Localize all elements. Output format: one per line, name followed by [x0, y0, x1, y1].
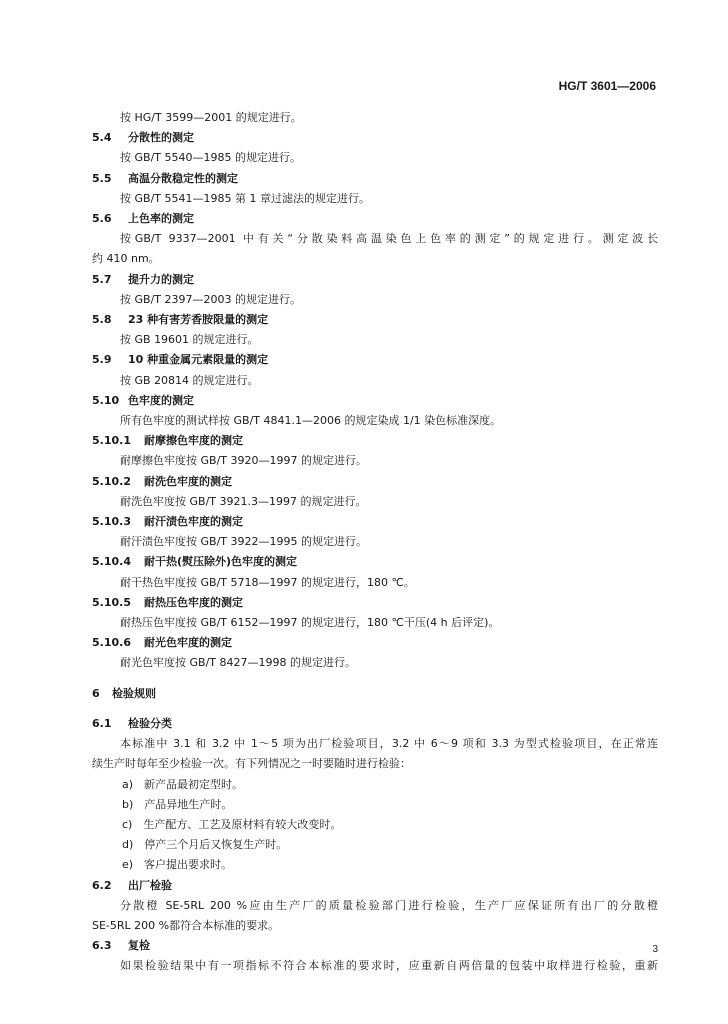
- body-text: 耐光色牢度按 GB/T 8427—1998 的规定进行。: [120, 656, 356, 670]
- body-text: 所有色牢度的测试样按 GB/T 4841.1—2006 的规定染成 1/1 染色标准深度。: [120, 414, 502, 428]
- section-gap: [92, 704, 658, 714]
- section-number: 5.10.2: [92, 474, 131, 488]
- section-heading: [92, 593, 658, 613]
- section-heading: [92, 684, 658, 704]
- body-text: 按 HG/T 3599—2001 的规定进行。: [120, 111, 302, 124]
- section-number: 6.2: [92, 878, 112, 892]
- body-text: SE-5RL 200 %都符合本标准的要求。: [92, 918, 280, 932]
- section-number: 5.10.6: [92, 636, 131, 650]
- section-title: 23 种有害芳香胺限量的测定: [128, 313, 269, 327]
- section-heading: [92, 936, 658, 956]
- section-heading: [92, 209, 658, 229]
- section-heading: [92, 270, 658, 290]
- section-title: 高温分散稳定性的测定: [128, 171, 238, 185]
- section-number: 5.10: [92, 393, 120, 407]
- section-heading: [92, 876, 658, 896]
- section-number: 5.10.3: [92, 515, 131, 529]
- body-text: 如果检验结果中有一项指标不符合本标准的要求时，应重新自两倍量的包装中取样进行检验，重新: [120, 959, 658, 973]
- body-text: 分散橙 SE-5RL 200 %应由生产厂的质量检验部门进行检验，生产厂应保证所有出厂的分散橙: [120, 898, 658, 912]
- body-text: 按 GB/T 2397—2003 的规定进行。: [120, 292, 301, 306]
- list-item: b) 产品异地生产时。: [122, 797, 233, 811]
- section-title: 检验分类: [128, 716, 172, 730]
- section-title: 上色率的测定: [128, 212, 194, 226]
- section-number: 5.4: [92, 131, 112, 145]
- body-text: 按 GB 19601 的规定进行。: [120, 333, 259, 347]
- body-text: 耐热压色牢度按 GB/T 6152—1997 的规定进行，180 ℃干压(4 h 后评定)。: [120, 616, 500, 630]
- body-text: 本标准中 3.1 和 3.2 中 1～5 项为出厂检验项目，3.2 中 6～9 项和 3.3 为型式检验项目，在正常连: [120, 737, 658, 751]
- section-heading: [92, 169, 658, 189]
- section-title: 复检: [128, 939, 150, 953]
- section-title: 检验规则: [112, 686, 156, 700]
- section-number: 6.3: [92, 939, 112, 953]
- section-title: 10 种重金属元素限量的测定: [128, 353, 269, 367]
- section-heading: [92, 512, 658, 532]
- section-heading: [92, 310, 658, 330]
- body-text: 按 GB 20814 的规定进行。: [120, 373, 259, 387]
- section-number: 5.10.4: [92, 555, 131, 569]
- section-heading: [92, 128, 658, 148]
- document-body: [92, 108, 658, 977]
- section-number: 6: [92, 686, 100, 700]
- body-text: 按 GB/T 5540—1985 的规定进行。: [120, 151, 301, 165]
- section-title: 耐洗色牢度的测定: [144, 474, 232, 488]
- body-text: 耐摩擦色牢度按 GB/T 3920—1997 的规定进行。: [120, 454, 367, 468]
- section-heading: [92, 350, 658, 370]
- section-number: 5.8: [92, 313, 112, 327]
- section-title: 耐热压色牢度的测定: [144, 595, 243, 609]
- section-number: 5.6: [92, 212, 112, 226]
- section-title: 耐光色牢度的测定: [144, 636, 232, 650]
- section-number: 5.5: [92, 171, 112, 185]
- body-text: 按GB/T 9337—2001 中有关“分散染料高温染色上色率的测定”的规定进行。测定波长: [120, 232, 658, 246]
- list-item: d) 停产三个月后又恢复生产时。: [122, 838, 288, 852]
- body-text: 按 GB/T 5541—1985 第 1 章过滤法的规定进行。: [120, 191, 370, 205]
- section-gap: [92, 674, 658, 684]
- body-text: 耐洗色牢度按 GB/T 3921.3—1997 的规定进行。: [120, 494, 367, 508]
- section-title: 耐摩擦色牢度的测定: [144, 434, 243, 448]
- body-text: 约 410 nm。: [92, 252, 160, 266]
- section-title: 色牢度的测定: [128, 393, 194, 407]
- section-heading: [92, 552, 658, 572]
- section-heading: [92, 391, 658, 411]
- list-item: e) 客户提出要求时。: [122, 858, 233, 872]
- page-number: 3: [652, 944, 658, 955]
- body-text: 耐干热色牢度按 GB/T 5718—1997 的规定进行，180 ℃。: [120, 575, 415, 589]
- section-number: 5.9: [92, 353, 112, 367]
- list-item: a) 新产品最初定型时。: [122, 777, 244, 791]
- section-heading: [92, 472, 658, 492]
- document-code-header: HG/T 3601—2006: [558, 79, 656, 93]
- body-text: 续生产时每年至少检验一次。有下列情况之一时要随时进行检验：: [92, 757, 411, 771]
- section-heading: [92, 714, 658, 734]
- section-number: 5.7: [92, 272, 112, 286]
- section-number: 5.10.1: [92, 434, 131, 448]
- section-title: 耐汗渍色牢度的测定: [144, 515, 243, 529]
- section-heading: [92, 431, 658, 451]
- section-title: 分散性的测定: [128, 131, 194, 145]
- section-heading: [92, 633, 658, 653]
- section-title: 耐干热(熨压除外)色牢度的测定: [144, 555, 298, 569]
- list-item: c) 生产配方、工艺及原材料有较大改变时。: [122, 817, 342, 831]
- section-title: 提升力的测定: [128, 272, 194, 286]
- body-text: 耐汗渍色牢度按 GB/T 3922—1995 的规定进行。: [120, 535, 367, 549]
- section-title: 出厂检验: [128, 878, 172, 892]
- section-number: 6.1: [92, 716, 112, 730]
- section-number: 5.10.5: [92, 595, 131, 609]
